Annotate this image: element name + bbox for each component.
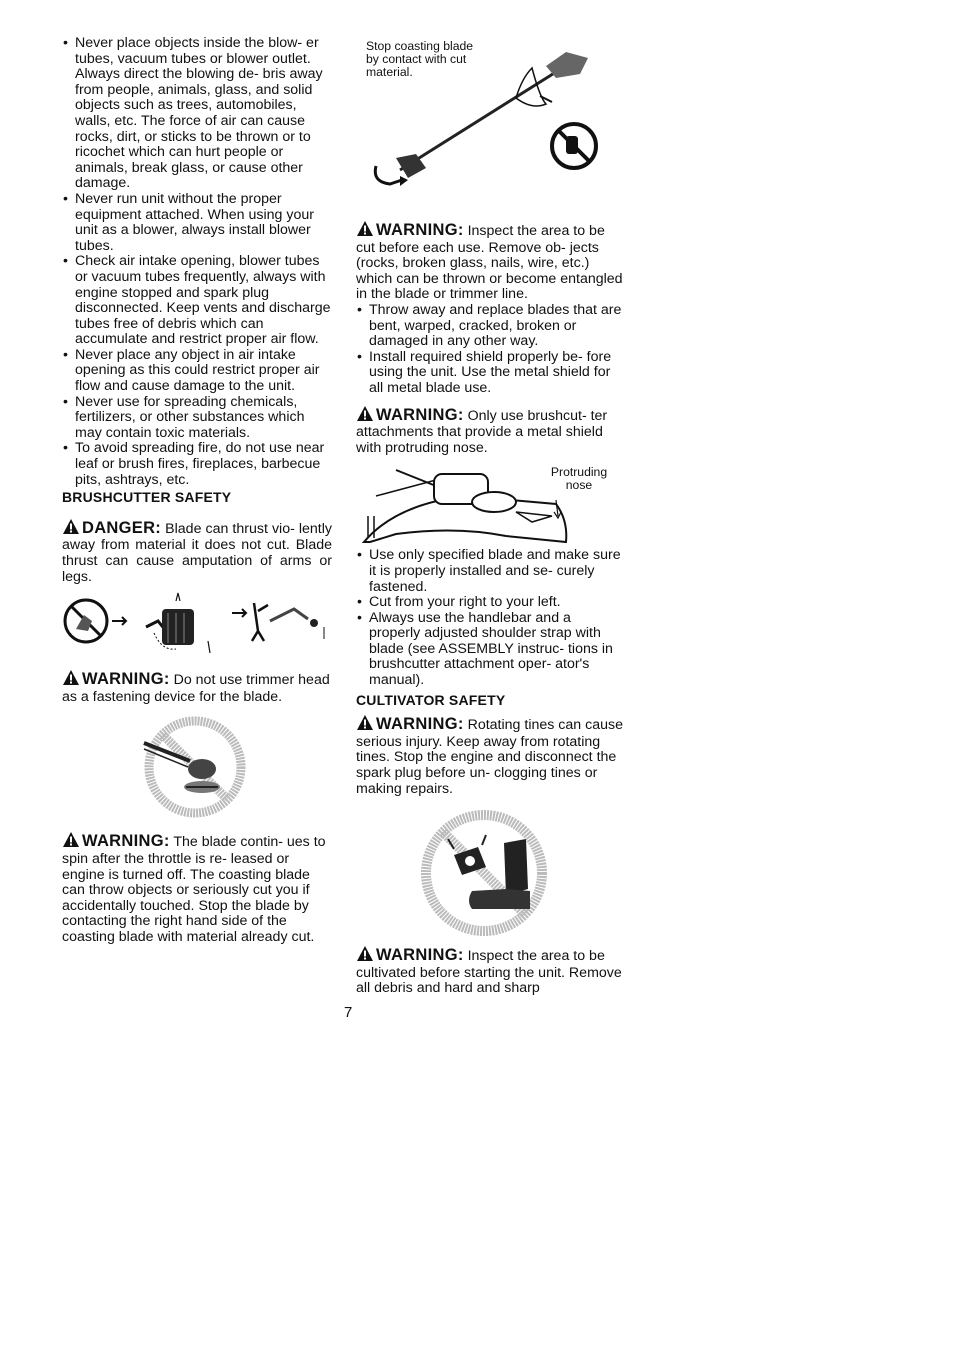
warning-label: WARNING: [82, 832, 170, 851]
warning-text: Do not use trimmer head as a fastening device for the blade. [62, 672, 330, 705]
warning-triangle-icon [356, 405, 374, 426]
cultivator-safety-heading: CULTIVATOR SAFETY [356, 691, 506, 708]
figure-caption: Protruding nose [550, 465, 608, 493]
warning-rotating-tines [356, 714, 626, 797]
warning-label: WARNING: [376, 405, 464, 424]
danger-notice [62, 518, 332, 585]
blade-thrust-illustration [62, 591, 332, 657]
coasting-blade-illustration [356, 38, 626, 198]
list-item: • Always use the handlebar and a properly adjusted shoulder strap with blade (see ASSEMBLY instruc- tions in brushcutter attachment oper- ator's manual). [356, 611, 626, 689]
warning-text: Inspect the area to be cut before each use. Remove ob- jects (rocks, broken glass, nails, wire, etc.) which can be thrown or become entangled in the blade or trimmer line. [356, 223, 623, 303]
warning-text: The blade contin- ues to spin after the throttle is re- leased or engine is turned off. The coasting blade can throw objects or seriously cut you if accidentally touched. Stop the blade by contacting the right hand side of the coasting blade with material already cut. [62, 834, 326, 945]
tines-foot-prohibited-illustration [356, 809, 626, 939]
warning-trimmer-head [62, 669, 332, 705]
warning-metal-shield [356, 405, 626, 457]
list-item: • Never place objects inside the blow- er tubes, vacuum tubes or blower outlet. Always direct the blowing de- bris away from people, animals, glass, and solid objects such as trees, automobiles, walls, etc. The force of air can cause rocks, dirt, or sticks to be thrown or to ricochet which can hurt people or animals, break glass, or cause other damage. [62, 36, 332, 192]
left-column [62, 36, 332, 946]
warning-label: WARNING: [376, 946, 464, 965]
blade-usage-list [356, 548, 626, 688]
warning-label: WARNING: [82, 670, 170, 689]
list-item: • Never use for spreading chemicals, fertilizers, or other substances which may contain toxic materials. [62, 395, 332, 442]
warning-inspect-cultivation-area [356, 945, 626, 997]
list-item: • Check air intake opening, blower tubes or vacuum tubes frequently, always with engine stopped and spark plug disconnected. Keep vents and discharge tubes free of debris which can accumulate and restrict proper air flow. [62, 254, 332, 348]
list-item: • Install required shield properly be- fore using the unit. Use the metal shield for all metal blade use. [356, 350, 626, 397]
warning-triangle-icon [356, 220, 374, 241]
blower-safety-list [62, 36, 332, 488]
figure-caption: Stop coasting blade by contact with cut material. [366, 39, 474, 79]
no-hand-icon [552, 124, 596, 168]
list-item: • Throw away and replace blades that are bent, warped, cracked, broken or damaged in any other way. [356, 303, 626, 350]
warning-text: Rotating tines can cause serious injury. Keep away from rotating tines. Stop the engine and disconnect the spark plug before un- clogging tines or making repairs. [356, 717, 623, 797]
warning-text: Inspect the area to be cultivated before starting the unit. Remove all debris and hard and sharp [356, 948, 622, 997]
right-column [356, 38, 626, 997]
warning-triangle-icon [356, 945, 374, 966]
list-item: • Never place any object in air intake opening as this could restrict proper air flow and cause damage to the unit. [62, 348, 332, 395]
no-symbol-icon [65, 600, 107, 642]
trimmer-head-prohibited-illustration [62, 713, 332, 821]
danger-label: DANGER: [82, 518, 162, 537]
blade-stump-drawing [146, 593, 210, 653]
blade-inspection-list [356, 303, 626, 397]
warning-coasting-blade [62, 831, 332, 945]
page-number: 7 [344, 1004, 353, 1021]
list-item: • To avoid spreading fire, do not use near leaf or brush fires, fireplaces, barbecue pits, ashtrays, etc. [62, 441, 332, 488]
list-item: • Never run unit without the proper equipment attached. When using your unit as a blower, always install blower tubes. [62, 192, 332, 254]
warning-triangle-icon [62, 518, 80, 539]
warning-inspect-area [356, 220, 626, 303]
list-item: • Use only specified blade and make sure it is properly installed and se- curely fastened. [356, 548, 626, 595]
warning-triangle-icon [62, 831, 80, 852]
warning-label: WARNING: [376, 715, 464, 734]
brushcutter-safety-heading: BRUSHCUTTER SAFETY [62, 489, 232, 506]
danger-text: Blade can thrust vio- lently away from material it does not cut. Blade thrust can cause amputation of arms or legs. [62, 520, 332, 585]
protruding-nose-shield-illustration [356, 460, 626, 546]
warning-text: Only use brushcut- ter attachments that provide a metal shield with protruding nose. [356, 407, 608, 456]
list-item: • Cut from your right to your left. [356, 595, 626, 611]
warning-triangle-icon [356, 714, 374, 735]
warning-label: WARNING: [376, 221, 464, 239]
operator-thrown-drawing [252, 603, 324, 641]
warning-triangle-icon [62, 669, 80, 690]
